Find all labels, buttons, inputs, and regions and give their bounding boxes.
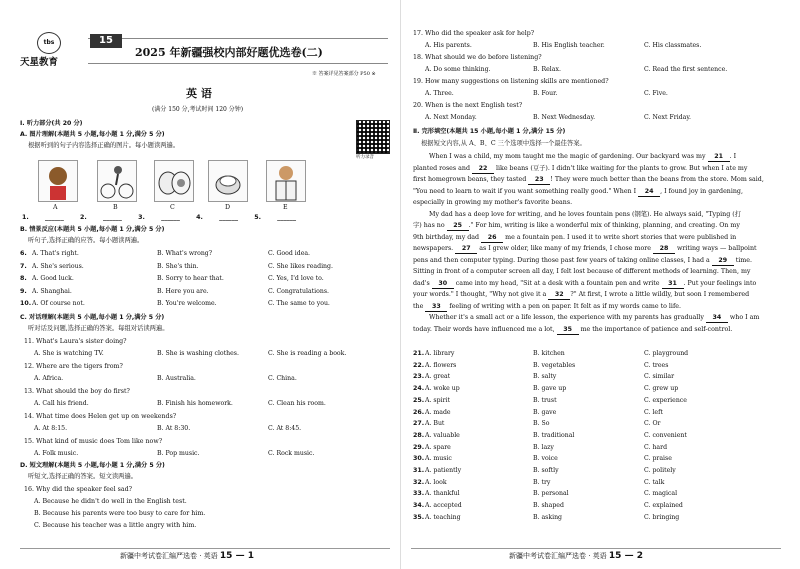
- passage-text: ?" At first, I wrote a little wildly, but soon I remembered: [570, 291, 750, 298]
- cloze-blank: 31: [662, 280, 684, 289]
- passage-text: . Put your feelings into: [683, 279, 757, 287]
- passage-text: time.: [733, 256, 752, 264]
- picture-e: [266, 160, 306, 202]
- question: 13. What should the boy do first?: [24, 388, 130, 395]
- passage-text: me the importance of patience and self-control.: [578, 325, 733, 333]
- option-a: A. Of course not.: [32, 300, 85, 307]
- option-b: B. She's thin.: [157, 262, 199, 270]
- option-c: C. Good idea.: [268, 250, 311, 257]
- passage-line: [413, 291, 749, 300]
- passage-text: pens and then computer typing. During those past few years of taking online classes, I had a: [413, 256, 712, 264]
- right-page: [400, 0, 800, 569]
- passage-text: first homegrown beans, they tasted: [413, 176, 529, 183]
- passage-line: [413, 222, 740, 231]
- option-b: B. Here you are.: [157, 287, 209, 295]
- doctor-icon: [267, 161, 305, 201]
- q16-option-b: B. Because his parents were too busy to care for him.: [34, 510, 206, 517]
- option-number: 24.: [413, 385, 425, 393]
- option-number: 33.: [413, 490, 425, 498]
- passage-line: [413, 326, 732, 335]
- passage-text: who I am: [727, 314, 760, 321]
- option-c: C. politely: [644, 467, 676, 474]
- option-b: B. traditional: [533, 431, 575, 439]
- passage-line: [413, 257, 752, 266]
- option-b: B. kitchen: [533, 350, 565, 357]
- option-b: B. gave up: [533, 385, 567, 393]
- option-a: A. thankful: [425, 490, 460, 498]
- cloze-blank: 22: [472, 165, 494, 174]
- section-d-instruction: 听短文,选择正确的答案。短文读两遍。: [28, 473, 138, 480]
- footer-right: [509, 551, 643, 561]
- passage-text: planted roses and: [413, 164, 472, 172]
- passage-line: [413, 268, 750, 276]
- option-number: 31.: [413, 467, 425, 474]
- question: 15. What kind of music does Tom like now?: [24, 438, 163, 445]
- option-a: A. patiently: [425, 467, 462, 474]
- option-number: 30.: [413, 455, 425, 463]
- option-a: A. Good luck.: [32, 275, 74, 282]
- option-c: C. hard: [644, 443, 668, 451]
- cloze-blank: 32: [548, 291, 570, 300]
- passage-text: My dad has a deep love for writing, and he loves fountain pens (钢笔). He always said, "Typing (打: [429, 210, 741, 218]
- option-c: C. Read the first sentence.: [644, 66, 728, 73]
- option-c: C. Five.: [644, 90, 668, 97]
- option-c: C. His classmates.: [644, 42, 702, 49]
- passage-text: your words." I thought, "Why not give it a: [413, 291, 549, 298]
- question: 20. When is the next English test?: [413, 102, 523, 109]
- passage-text: 9th birthday, my dad: [413, 233, 482, 241]
- question: 11. What's Laura's sister doing?: [24, 338, 127, 345]
- part1-heading: Ⅰ. 听力部分(共 20 分): [20, 120, 83, 127]
- option-number: 35.: [413, 513, 425, 521]
- passage-text: ." For him, writing is like a wonderful mix of thinking, planning, and creating. On my: [468, 222, 740, 229]
- cloze-blank: 23: [528, 176, 550, 185]
- passage-text: dad's: [413, 279, 432, 287]
- q16-option-a: A. Because he didn't do well in the English test.: [34, 498, 187, 505]
- passage-text: me a fountain pen. I used it to write short stories that were published in: [503, 233, 737, 241]
- passage-text: especially in growing my mother's favorite beans.: [413, 199, 573, 206]
- option-c: C. Congratulations.: [268, 287, 329, 295]
- cloze-blank: 21: [708, 153, 730, 162]
- option-a: A. teaching: [425, 513, 461, 521]
- score-note: (满分 150 分,考试时间 120 分钟): [152, 106, 244, 113]
- passage-line: [413, 303, 681, 312]
- cloze-blank: 29: [712, 257, 734, 266]
- option-a: A. She's serious.: [32, 262, 84, 270]
- passage-line: [413, 245, 757, 254]
- section-a-answer-blanks: 1. ______ 2. ______ 3. ______ 4. ______ 5. ______: [22, 214, 297, 221]
- option-a: A. valuable: [425, 431, 460, 439]
- section-c-instruction: 听对话及问题,选择正确的答案。每组对话读两遍。: [28, 325, 169, 332]
- option-c: C. magical: [644, 490, 678, 498]
- question-number: 9.: [20, 287, 27, 295]
- cloze-blank: 34: [706, 314, 728, 323]
- option-c: C. left: [644, 408, 663, 416]
- passage-text: as I grew older, like many of my friends, I chose more: [477, 245, 654, 252]
- option-a: A. Africa.: [34, 375, 64, 382]
- section-a-heading: A. 图片理解(本题共 5 小题,每小题 1 分,满分 5 分): [20, 131, 165, 138]
- option-c: C. China.: [268, 375, 297, 382]
- option-c: C. The same to you.: [268, 300, 330, 307]
- option-a: A. accepted: [425, 502, 462, 510]
- cloze-instruction: 根据短文内容,从 A、B、C 三个选项中选择一个最佳答案。: [421, 140, 586, 147]
- option-b: B. Four.: [533, 90, 558, 97]
- qr-code[interactable]: [356, 120, 390, 154]
- footer-rule: [20, 548, 390, 549]
- passage-text: ! They were much better than the beans from the store. Mom said,: [550, 176, 764, 183]
- option-a: A. Next Monday.: [425, 114, 477, 121]
- option-c: C. grew up: [644, 385, 679, 393]
- passage-text: Whether it's a small act or a life lesson, the experience with my parents has gradually: [429, 314, 706, 321]
- option-a: A. great: [425, 373, 451, 381]
- option-a: A. Call his friend.: [34, 400, 89, 407]
- option-a: A. She is watching TV.: [34, 350, 104, 357]
- question: 12. Where are the tigers from?: [24, 363, 123, 370]
- option-a: A. His parents.: [425, 42, 472, 49]
- option-b: B. lazy: [533, 443, 554, 451]
- section-b-heading: B. 情景反应(本题共 5 小题,每小题 1 分,满分 5 分): [20, 226, 165, 233]
- option-a: A. At 8:15.: [34, 425, 68, 432]
- option-c: C. bringing: [644, 513, 680, 521]
- passage-text: 字) has no: [413, 222, 447, 229]
- option-a: A. woke up: [425, 385, 460, 393]
- option-c: C. playground: [644, 350, 689, 357]
- section-b-instruction: 听句子,选择正确的应答。每小题读两遍。: [28, 237, 144, 244]
- passage-text: like beans (豆子). I didn't like waiting for the plants to grow. But when I ate my: [493, 164, 748, 172]
- passage-text: writing ways — ballpoint: [675, 245, 757, 252]
- qr-label: 听力录音: [356, 155, 374, 160]
- publisher-logo: [20, 32, 80, 68]
- option-c: C. Clean his room.: [268, 400, 326, 407]
- question: 17. Who did the speaker ask for help?: [413, 30, 535, 37]
- question-16: 16. Why did the speaker feel sad?: [24, 486, 132, 493]
- option-number: 34.: [413, 502, 425, 510]
- cloze-blank: 27: [455, 245, 477, 254]
- option-a: A. music: [425, 455, 452, 463]
- option-b: B. salty: [533, 373, 557, 381]
- option-c: C. talk: [644, 478, 665, 486]
- passage-text: feeling of writing with a pen on paper. It felt as if my words came to life.: [447, 302, 682, 310]
- picture-b: [97, 160, 137, 202]
- option-c: C. At 8:45.: [268, 425, 302, 432]
- question-number: 10.: [20, 300, 32, 307]
- option-b: B. Finish his homework.: [157, 400, 233, 407]
- option-a: A. Folk music.: [34, 450, 79, 457]
- pic-label-b: B: [113, 204, 118, 211]
- option-c: C. convenient: [644, 431, 687, 439]
- passage-line: [429, 211, 741, 219]
- option-b: B. voice: [533, 455, 558, 463]
- option-c: C. similar: [644, 373, 675, 381]
- boy-icon: [39, 161, 77, 201]
- option-b: B. vegetables: [533, 361, 576, 369]
- option-a: A. Shanghai.: [32, 287, 72, 295]
- cloze-blank: 25: [447, 222, 469, 231]
- passage-line: [413, 176, 764, 185]
- footer-rule-right: [411, 548, 781, 549]
- option-a: A. made: [425, 408, 451, 416]
- option-c: C. Rock music.: [268, 450, 315, 457]
- option-a: A. flowers: [425, 361, 457, 369]
- option-b: B. trust: [533, 396, 557, 404]
- footer-text: 新疆中考试卷汇编严选卷 · 英语: [509, 552, 607, 560]
- cloze-blank: 35: [557, 326, 579, 335]
- option-a: A. spare: [425, 443, 451, 451]
- option-a: A. Three.: [425, 90, 454, 97]
- picture-d: [208, 160, 248, 202]
- picture-c: [154, 160, 194, 202]
- passage-line: [413, 199, 572, 207]
- question: 19. How many suggestions on listening skills are mentioned?: [413, 78, 609, 85]
- pic-label-e: E: [283, 204, 288, 211]
- passage-text: Sitting in front of a computer screen all day, I felt lost because of different methods of learning. Then, my: [413, 268, 751, 275]
- passage-text: came into my head, "Sit at a desk with a fountain pen and write: [453, 279, 662, 287]
- option-b: B. Pop music.: [157, 450, 200, 457]
- cloze-heading: Ⅱ. 完形填空(本题共 15 小题,每小题 1 分,满分 15 分): [413, 128, 566, 135]
- passage-line: [413, 280, 756, 289]
- option-b: B. shaped: [533, 502, 564, 510]
- passage-text: newspapers.: [413, 245, 456, 252]
- option-c: C. Next Friday.: [644, 114, 691, 121]
- answer-note: ※ 答案详见答案部分 P50 ※: [312, 71, 376, 77]
- section-d-heading: D. 短文理解(本题共 5 小题,每小题 1 分,满分 5 分): [20, 462, 165, 469]
- section-c-heading: C. 对话理解(本题共 5 小题,每小题 1 分,满分 5 分): [20, 314, 165, 321]
- passage-text: When I was a child, my mom taught me the magic of gardening. Our backyard was my: [429, 153, 708, 160]
- cyclist-icon: [98, 161, 136, 201]
- option-c: C. explained: [644, 502, 683, 510]
- footer-page: 15 — 1: [219, 551, 254, 561]
- eggs-icon: [155, 161, 193, 201]
- q16-option-c: C. Because his teacher was a little angry with him.: [34, 522, 197, 529]
- option-b: B. What's wrong?: [157, 250, 213, 257]
- option-b: B. Australia.: [157, 375, 196, 382]
- question-number: 6.: [20, 250, 27, 257]
- question: 14. What time does Helen get up on weekends?: [24, 413, 177, 420]
- bread-icon: [209, 161, 247, 201]
- option-b: B. gave: [533, 408, 557, 416]
- option-b: B. Next Wednesday.: [533, 114, 596, 121]
- passage-text: today. Their words have influenced me a lot,: [413, 325, 557, 333]
- option-number: 25.: [413, 396, 425, 404]
- option-c: C. Or: [644, 420, 661, 428]
- option-number: 29.: [413, 443, 425, 451]
- pic-label-c: C: [170, 204, 175, 211]
- option-number: 22.: [413, 361, 425, 369]
- footer-text: 新疆中考试卷汇编严选卷 · 英语: [120, 552, 218, 560]
- option-b: B. Sorry to hear that.: [157, 275, 224, 282]
- section-a-instruction: 根据听到的句子内容选择正确的图片。每小题读两遍。: [28, 142, 180, 149]
- passage-text: . I: [729, 153, 737, 160]
- option-number: 32.: [413, 478, 425, 486]
- passage-text: , I found joy in gardening,: [660, 187, 743, 195]
- passage-line: [413, 188, 743, 197]
- option-b: B. His English teacher.: [533, 42, 605, 49]
- option-a: A. Do some thinking.: [425, 66, 491, 73]
- paper-title: 2025 年新疆强校内部好题优选卷(二): [135, 46, 323, 59]
- option-b: B. Relax.: [533, 66, 561, 73]
- option-b: B. personal: [533, 490, 569, 498]
- pic-label-a: A: [53, 204, 58, 211]
- footer-page: 15 — 2: [608, 551, 643, 561]
- passage-text: "You need to learn to wait if you want something really good." When I: [413, 187, 639, 195]
- logo-text: 天星教育: [20, 57, 59, 68]
- passage-line: [413, 234, 736, 243]
- option-b: B. So: [533, 420, 550, 428]
- option-a: A. But: [425, 420, 445, 428]
- option-a: A. That's right.: [32, 250, 79, 257]
- option-b: B. She is washing clothes.: [157, 350, 239, 357]
- paper-number-badge: 15: [90, 34, 122, 48]
- option-number: 21.: [413, 350, 425, 357]
- option-number: 28.: [413, 431, 425, 439]
- cloze-blank: 30: [432, 280, 454, 289]
- passage-line: [429, 153, 736, 162]
- passage-line: [413, 165, 747, 174]
- option-number: 27.: [413, 420, 425, 428]
- option-c: C. Yes, I'd love to.: [268, 275, 324, 282]
- cloze-blank: 33: [425, 303, 447, 312]
- pic-label-d: D: [225, 204, 231, 211]
- option-b: B. try: [533, 478, 551, 486]
- cloze-blank: 28: [653, 245, 675, 254]
- cloze-blank: 26: [481, 234, 503, 243]
- question-number: 8.: [20, 275, 27, 282]
- question: 18. What should we do before listening?: [413, 54, 542, 61]
- footer-left: [120, 551, 254, 561]
- option-b: B. You're welcome.: [157, 300, 217, 307]
- option-b: B. softly: [533, 467, 559, 474]
- option-number: 26.: [413, 408, 425, 416]
- option-c: C. She likes reading.: [268, 262, 333, 270]
- subject-title: 英 语: [186, 87, 212, 100]
- question-number: 7.: [20, 262, 27, 270]
- passage-text: the: [413, 302, 426, 310]
- option-a: A. spirit: [425, 396, 450, 404]
- passage-line: [429, 314, 759, 323]
- option-a: A. look: [425, 478, 447, 486]
- option-number: 23.: [413, 373, 425, 381]
- option-c: C. She is reading a book.: [268, 350, 347, 357]
- cloze-blank: 24: [638, 188, 660, 197]
- picture-a: [38, 160, 78, 202]
- option-b: B. At 8:30.: [157, 425, 191, 432]
- option-c: C. praise: [644, 455, 672, 463]
- option-a: A. library: [425, 350, 455, 357]
- option-b: B. asking: [533, 513, 563, 521]
- option-c: C. trees: [644, 361, 669, 369]
- option-c: C. experience: [644, 396, 687, 404]
- logo-mark: tbs: [37, 32, 61, 54]
